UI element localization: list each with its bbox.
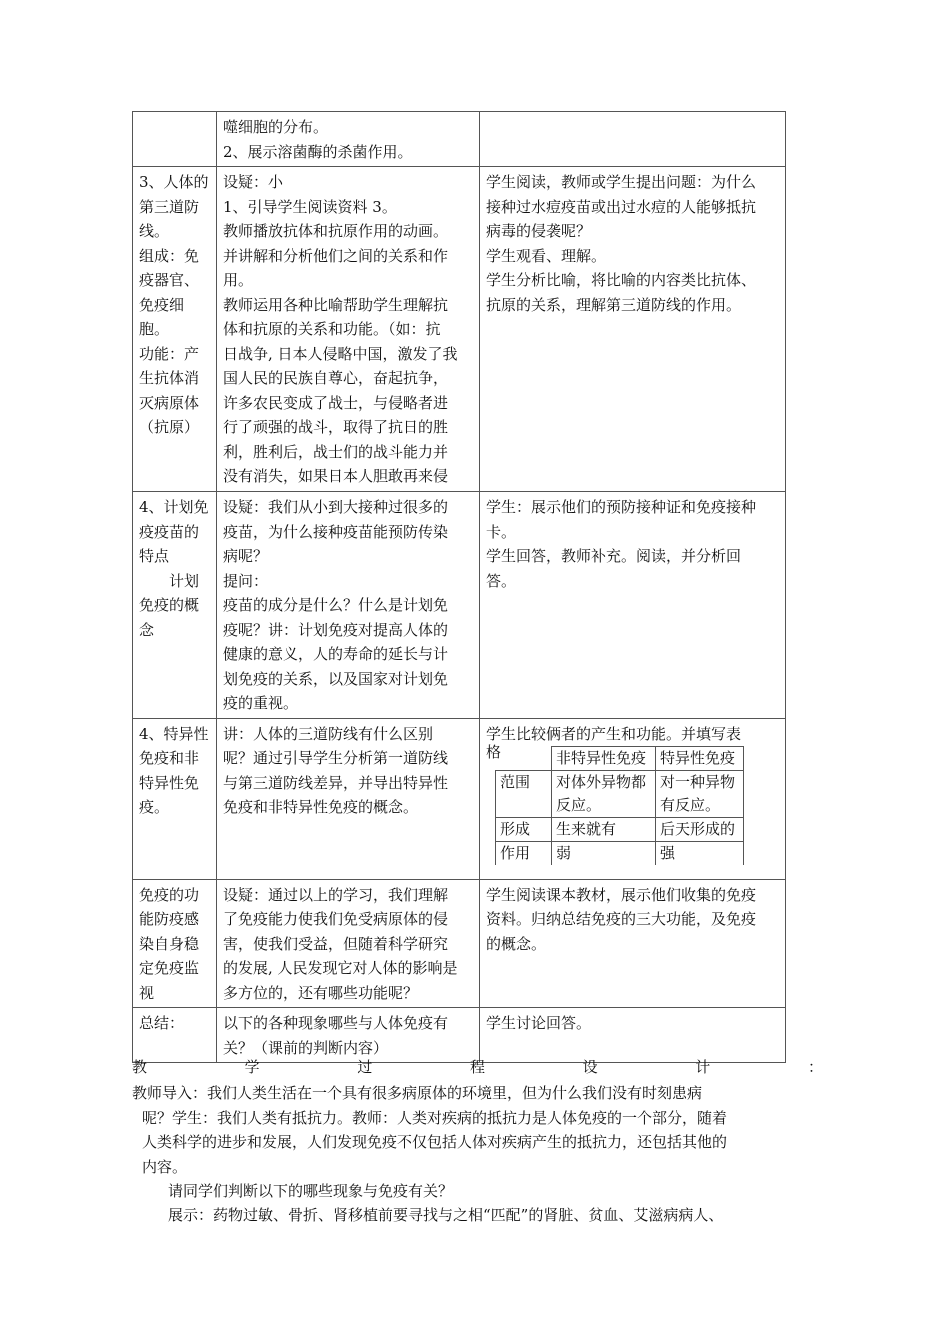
row2-col2: 设疑：小 1、引导学生阅读资料 3。 教师播放抗体和抗原作用的动画。 并讲解和分析他们之间的关系和作 用。 教师运用各种比喻帮助学生理解抗 体和抗原的关系和功能。（如：抗 日战争, 日本人侵略中国，激发了我 国人民的民族自尊心，奋起抗争， 许多农民变成了战士，与侵略者进 行了顽强的战斗，取得了抗日的胜 利，胜利后，战士们的战斗能力并 没有消失，如果日本人胆敢再来侵 — [217, 167, 480, 492]
row6-col2: 以下的各种现象哪些与人体免疫有 关？（课前的判断内容） — [217, 1008, 480, 1063]
row5-col1: 免疫的功 能防疫感 染自身稳 定免疫监 视 — [133, 879, 217, 1008]
row1-col2: 噬细胞的分布。 2、展示溶菌酶的杀菌作用。 — [217, 112, 480, 167]
row4-col2: 讲：人体的三道防线有什么区别 呢？通过引导学生分析第一道防线 与第三道防线差异，并导出特异性 免疫和非特异性免疫的概念。 — [217, 718, 480, 879]
row3-col3: 学生：展示他们的预防接种证和免疫接种 卡。 学生回答，教师补充。阅读，并分析回 答。 — [480, 492, 786, 719]
table-row — [496, 771, 744, 818]
table-cell: 后天形成的 — [656, 818, 744, 842]
table-cell: 强 — [656, 842, 744, 866]
question-line: 请同学们判断以下的哪些现象与免疫有关？ — [168, 1182, 454, 1200]
table-cell: 生来就有 — [552, 818, 656, 842]
compare-table — [495, 746, 744, 865]
table-cell — [496, 747, 552, 771]
compare-intro-cut: 格 — [486, 743, 502, 761]
intro-paragraph: 教师导入：我们人类生活在一个具有很多病原体的环境里，但为什么我们没有时刻患病 呢？学生：我们人类有抵抗力。教师：人类对疾病的抵抗力是人体免疫的一个部分，随着 人类科学的进步和发展，人们发现免疫不仅包括人体对疾病产生的抵抗力，还包括其他的 内容。 — [132, 1084, 728, 1176]
row6-col1: 总结： — [133, 1008, 217, 1063]
table-row — [496, 818, 744, 842]
table-row — [496, 747, 744, 771]
table-row — [133, 879, 786, 1008]
table-row — [133, 718, 786, 879]
row6-col3: 学生讨论回答。 — [480, 1008, 786, 1063]
row5-col3: 学生阅读课本教材，展示他们收集的免疫 资料。归纳总结免疫的三大功能，及免疫 的概念。 — [480, 879, 786, 1008]
table-cell: 非特异性免疫 — [552, 747, 656, 771]
table-cell: 弱 — [552, 842, 656, 866]
table-row — [133, 492, 786, 719]
row5-col2: 设疑：通过以上的学习，我们理解 了免疫能力使我们免受病原体的侵 害，使我们受益，但随着科学研究 的发展, 人民发现它对人体的影响是 多方位的，还有哪些功能呢？ — [217, 879, 480, 1008]
table-cell: 特异性免疫 — [656, 747, 744, 771]
row1-col3 — [480, 112, 786, 167]
row2-col3: 学生阅读，教师或学生提出问题：为什么 接种过水痘疫苗或出过水痘的人能够抵抗 病毒的侵袭呢？ 学生观看、理解。 学生分析比喻，将比喻的内容类比抗体、 抗原的关系，理解第三道防线的作用。 — [480, 167, 786, 492]
row3-col2: 设疑：我们从小到大接种过很多的 疫苗，为什么接种疫苗能预防传染 病呢？ 提问： 疫苗的成分是什么？什么是计划免 疫呢？讲：计划免疫对提高人体的 健康的意义，人的寿命的延长与计 划免疫的关系，以及国家对计划免 疫的重视。 — [217, 492, 480, 719]
show-line: 展示：药物过敏、骨折、肾移植前要寻找与之相“匹配”的肾脏、贫血、艾滋病病人、 — [168, 1206, 724, 1224]
table-row — [133, 167, 786, 492]
row2-col1: 3、人体的 第三道防 线。 组成：免 疫器官、 免疫细 胞。 功能：产 生抗体消 灭病原体 （抗原） — [133, 167, 217, 492]
row3-col1: 4、计划免 疫疫苗的 特点 计划 免疫的概 念 — [133, 492, 217, 719]
row4-col3 — [480, 718, 786, 879]
row1-col1 — [133, 112, 217, 167]
table-cell: 范围 — [496, 771, 552, 818]
table-row — [133, 112, 786, 167]
row4-col1: 4、特异性 免疫和非 特异性免 疫。 — [133, 718, 217, 879]
compare-intro: 学生比较俩者的产生和功能。并填写表 — [486, 724, 742, 743]
table-cell: 作用 — [496, 842, 552, 866]
table-row — [496, 842, 744, 866]
section-title: 教 学 过 程 设 计 ： — [132, 1058, 823, 1076]
table-cell: 形成 — [496, 818, 552, 842]
table-cell: 对体外异物都 反应。 — [552, 771, 656, 818]
lesson-table — [132, 111, 786, 1063]
table-cell: 对一种异物 有反应。 — [656, 771, 744, 818]
